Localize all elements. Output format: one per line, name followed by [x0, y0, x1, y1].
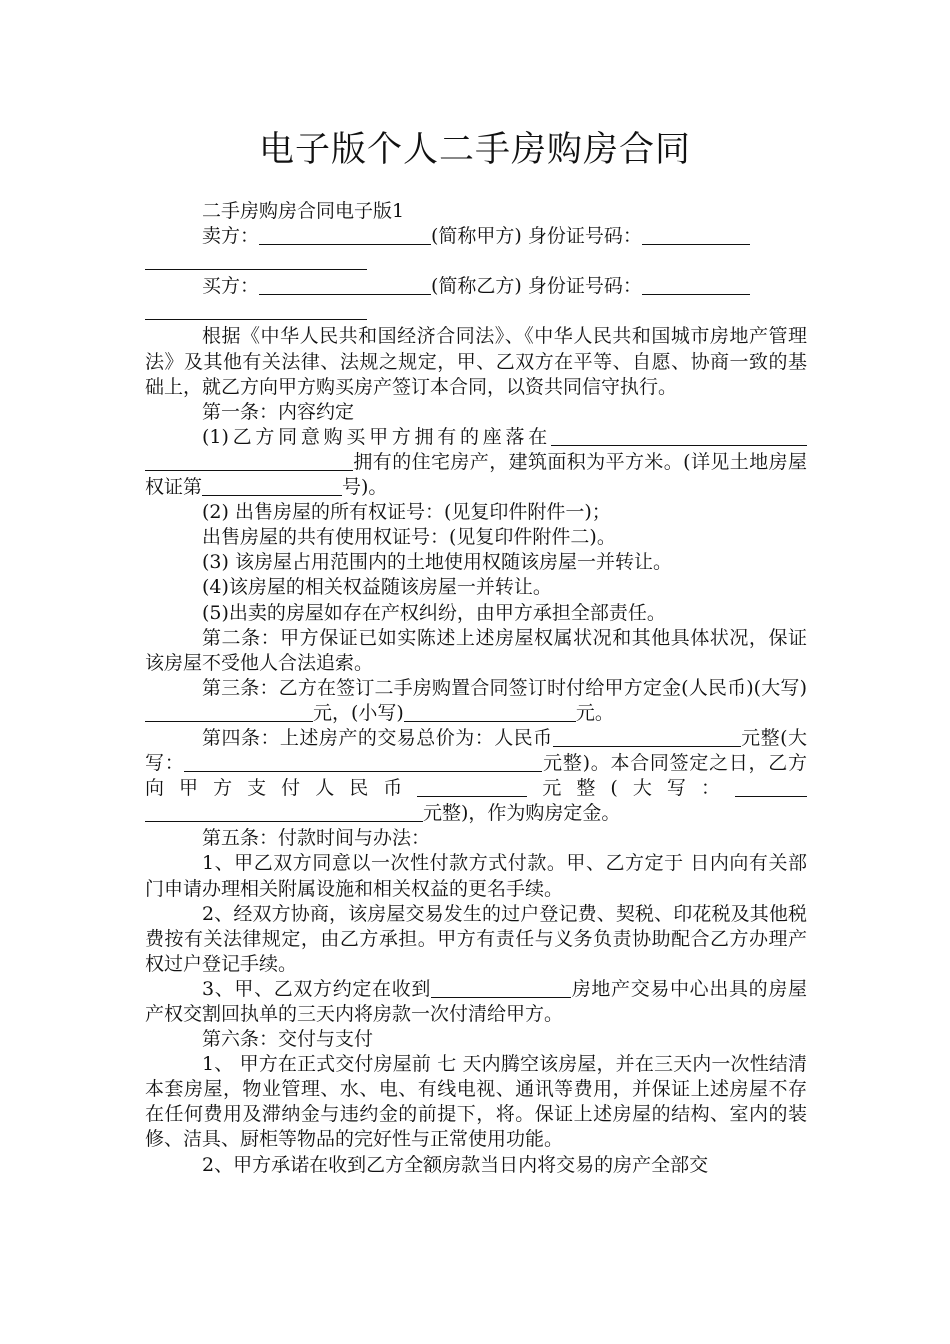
seller-name-blank: [259, 226, 431, 245]
article-6-item-1: 1、 甲方在正式交付房屋前 七 天内腾空该房屋，并在三天内一次性结清本套房屋，物业管理、水、电、有线电视、通讯等费用，并保证上述房屋不存在任何费用及滞纳金与违约金的前提下，将。保证上述房屋的结构、室内的装修、洁具、厨柜等物品的完好性与正常使用功能。: [145, 1053, 807, 1151]
article-4: 第四条：上述房产的交易总价为：人民币 元整(大写： 元整)。本合同签定之日，乙方向甲方支付人民币 元整(大写：元整)，作为购房定金。: [145, 726, 807, 825]
total-price-blank: [553, 728, 741, 747]
buyer-id-blank: [642, 276, 750, 295]
article-6-heading: 第六条：交付与支付: [202, 1028, 374, 1051]
article-5-item-2: 2、经双方协商，该房屋交易发生的过户登记费、契税、印花税及其他税费按有关法律规定，由乙方承担。甲方有责任与义务负责协助配合乙方办理产权过户登记手续。: [145, 902, 807, 975]
article-1-item-2: (2) 出售房屋的所有权证号：(见复印件附件一)；: [202, 501, 611, 524]
article-1-heading: 第一条：内容约定: [202, 400, 355, 423]
seller-line: 卖方： (简称甲方) 身份证号码：: [145, 224, 807, 249]
seller-id-continuation: [145, 249, 807, 274]
article-3: 第三条：乙方在签订二手房购置合同签订时付给甲方定金(人民币)(大写)元，(小写) 元。: [145, 676, 807, 726]
total-price-uppercase-blank: [184, 753, 542, 772]
article-1-item-2b: 出售房屋的共有使用权证号：(见复印件附件二)。: [202, 526, 616, 549]
buyer-name-blank: [259, 276, 431, 295]
article-1-item-1: (1)乙方同意购买甲方拥有的座落在拥有的住宅房产，建筑面积为平方米。(详见土地房屋权证第 号)。: [145, 425, 807, 499]
contract-body: [145, 199, 807, 1178]
down-payment-uppercase-blank: [145, 803, 423, 822]
buyer-id-continuation: [145, 299, 807, 324]
seller-id-blank: [642, 226, 750, 245]
article-5-item-1: 1、甲乙双方同意以一次性付款方式付款。甲、乙方定于 日内向有关部门申请办理相关附属设施和相关权益的更名手续。: [145, 852, 807, 900]
article-1-item-3: (3) 该房屋占用范围内的土地使用权随该房屋一并转让。: [202, 551, 672, 574]
deposit-uppercase-blank: [145, 703, 313, 722]
document-title: 电子版个人二手房购房合同: [258, 130, 691, 170]
article-1-item-4: (4)该房屋的相关权益随该房屋一并转让。: [202, 576, 552, 599]
contract-subtitle: 二手房购房合同电子版1: [202, 200, 405, 222]
preamble-paragraph: 根据《中华人民共和国经济合同法》、《中华人民共和国城市房地产管理法》及其他有关法律、法规之规定，甲、乙双方在平等、自愿、协商一致的基础上，就乙方向甲方购买房产签订本合同，以资共同信守执行。: [145, 325, 807, 398]
article-6-item-2: 2、甲方承诺在收到乙方全额房款当日内将交易的房产全部交: [202, 1153, 709, 1176]
exchange-center-blank: [431, 979, 571, 998]
buyer-line: 买方： (简称乙方) 身份证号码：: [145, 274, 807, 299]
down-payment-blank: [417, 778, 527, 797]
article-5-item-3: 3、甲、乙双方约定在收到 房地产交易中心出具的房屋产权交割回执单的三天内将房款一次付清给甲方。: [145, 977, 807, 1025]
location-blank: [551, 427, 807, 446]
article-2: 第二条：甲方保证已如实陈述上述房屋权属状况和其他具体状况，保证该房屋不受他人合法追索。: [145, 626, 807, 674]
deposit-lowercase-blank: [404, 703, 576, 722]
article-5-heading: 第五条：付款时间与办法：: [202, 827, 431, 850]
article-1-item-5: (5)出卖的房屋如存在产权纠纷，由甲方承担全部责任。: [202, 601, 666, 624]
certificate-no-blank: [202, 477, 342, 496]
